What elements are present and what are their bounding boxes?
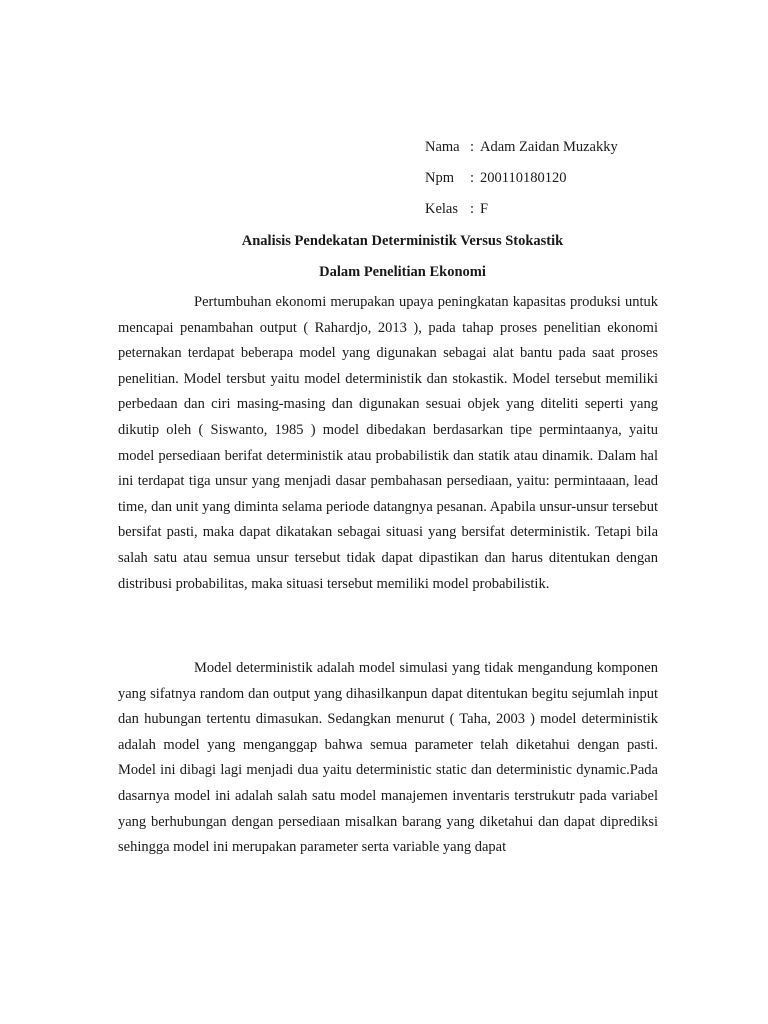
body-paragraph-2: Model deterministik adalah model simulasi yang tidak mengandung komponen yang sifatnya random dan output yang dihasilkanpun dapat ditentukan begitu sejumlah input dan hubungan tertentu dimasukan. Sedangkan menurut ( Taha, 2003 ) model deterministik adalah model yang menganggap bahwa semua parameter telah diketahui dengan pasti. Model ini dibagi lagi menjadi dua yaitu deterministic static dan deterministic dynamic.Pada dasarnya model ini adalah salah satu model manajemen inventaris terstrukutr pada variabel yang berhubungan dengan persediaan misalkan barang yang diketahui dan dapat diprediksi sehingga model ini merupakan parameter serta variable yang dapat [118,660,658,856]
document-title: Analisis Pendekatan Deterministik Versus Stokastik [241,233,564,249]
npm-separator: : [470,170,475,186]
body-paragraph-1: Pertumbuhan ekonomi merupakan upaya peningkatan kapasitas produksi untuk mencapai penambahan output ( Rahardjo, 2013 ), pada tahap proses penelitian ekonomi peternakan terdapat beberapa model yang digunakan sebagai alat bantu pada saat proses penelitian. Model tersbut yaitu model deterministik dan stokastik. Model tersebut memiliki perbedaan dan ciri masing-masing dan digunakan sesuai objek yang diteliti seperti yang dikutip oleh ( Siswanto, 1985 ) model dibedakan berdasarkan tipe permintaanya, yaitu model persediaan berifat deterministik atau probabilistik dan statik atau dinamik. Dalam hal ini terdapat tiga unsur yang menjadi dasar pembahasan persediaan, yaitu: permintaaan, lead time, dan unit yang diminta selama periode datangnya pesanan. Apabila unsur-unsur tersebut bersifat pasti, maka dapat dikatakan sebagai situasi yang bersifat deterministik. Tetapi bila salah satu atau semua unsur tersebut tidak dapat dipastikan dan harus ditentukan dengan distribusi probabilitas, maka situasi tersebut memiliki model probabilistik. [118,294,658,592]
name-value: Adam Zaidan Muzakky [480,139,618,155]
name-row [425,137,618,168]
class-value: F [480,201,489,217]
npm-row [425,168,618,199]
name-separator: : [470,139,475,155]
npm-value: 200110180120 [480,170,567,186]
class-label: Kelas [425,201,459,217]
class-row [425,199,618,230]
author-identity-block [425,137,618,230]
class-separator: : [470,201,475,217]
npm-label: Npm [425,170,454,186]
document-subtitle: Dalam Penelitian Ekonomi [319,264,486,280]
name-label: Nama [425,139,460,155]
